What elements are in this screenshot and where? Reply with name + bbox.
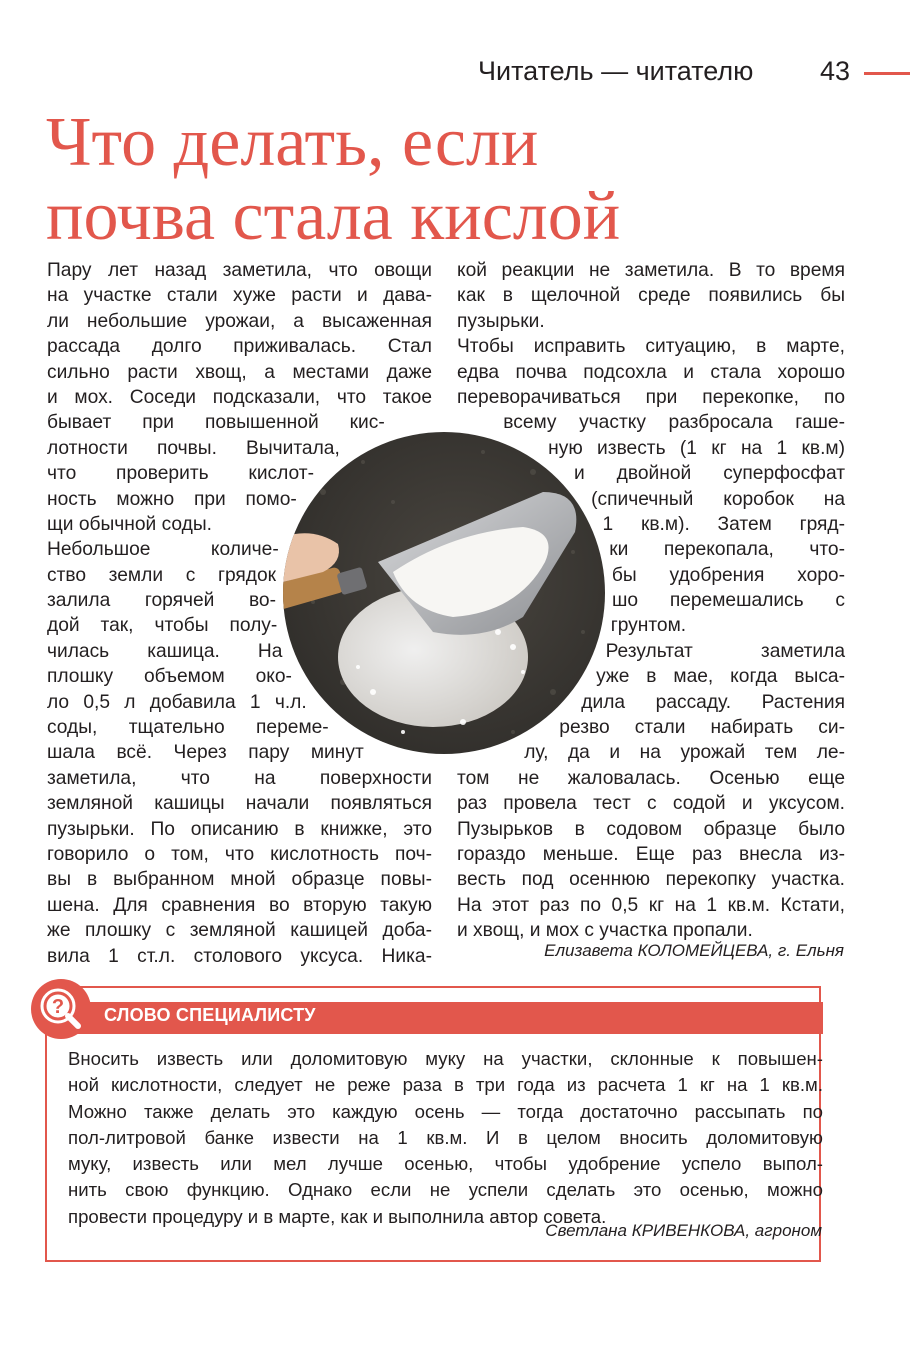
- text-line: шена. Для сравнения во вторую такую: [47, 894, 432, 916]
- text-line: ной кислотности, следует не реже раза в три года из расчета 1 кг на 1 кв.м.: [68, 1074, 823, 1096]
- text-line: раз провела тест с содой и уксусом.: [457, 793, 845, 815]
- text-line: едва почва подсохла и стала хорошо: [457, 361, 845, 383]
- text-line: Вносить известь или доломитовую муку на участки, склонные к повышен-: [68, 1048, 823, 1069]
- text-line: и хвощ, и мох с участка пропали.: [457, 920, 753, 942]
- text-line: гораздо меньше. Еще раз внесла из-: [457, 843, 845, 865]
- text-line: ность можно при помо-: [47, 488, 297, 510]
- text-line: весть под осеннюю перекопку участка.: [457, 869, 845, 891]
- text-line: земляной кашицы начали появляться: [47, 793, 432, 815]
- text-line: грунтом.: [610, 615, 687, 637]
- headline-line-1: Что делать, если: [46, 104, 539, 181]
- text-line: шала всё. Через пару минут: [47, 742, 364, 764]
- text-line: лотности почвы. Вычитала,: [47, 437, 340, 459]
- text-line: том не жаловалась. Осенью еще: [457, 767, 845, 789]
- svg-text:?: ?: [51, 996, 65, 1018]
- expert-text: [68, 1046, 823, 1230]
- text-line: как в щелочной среде появились бы: [457, 285, 845, 307]
- text-line: ную известь (1 кг на 1 кв.м): [548, 437, 845, 459]
- article-signature: Елизавета КОЛОМЕЙЦЕВА, г. Ельня: [544, 941, 844, 960]
- text-line: шо перемешались с: [612, 590, 845, 612]
- text-line: На этот раз по 0,5 кг на 1 кв.м. Кстати,: [457, 894, 845, 916]
- expert-heading: СЛОВО СПЕЦИАЛИСТУ: [104, 1005, 316, 1025]
- lime-photo: [283, 432, 605, 754]
- text-line: бывает при повышенной кис-: [47, 412, 385, 434]
- text-line: Результат заметила: [605, 640, 845, 662]
- text-line: муку, известь или мел лучше осенью, чтобы удобрение успело выпол-: [68, 1153, 823, 1175]
- text-line: Чтобы исправить ситуацию, в марте,: [457, 336, 845, 358]
- text-line: Можно также делать это каждую осень — тогда достаточно рассыпать по: [68, 1100, 823, 1122]
- page-number: 43: [820, 56, 851, 86]
- text-line: дила рассаду. Растения: [581, 691, 845, 713]
- text-line: сильно расти хвощ, а местами даже: [47, 361, 432, 383]
- header-accent-rule: [864, 72, 910, 75]
- text-line: ство земли с грядок: [47, 564, 277, 586]
- text-line: пол-литровой банке извести на 1 кв.м. И в целом вносить доломитовую: [68, 1126, 823, 1148]
- text-line: говорило о том, что кислотность поч-: [47, 843, 432, 865]
- text-line: же плошку с земляной кашицей доба-: [47, 920, 432, 942]
- text-line: ло 0,5 л добавила 1 ч.л.: [47, 691, 307, 713]
- text-line: ки перекопала, что-: [609, 539, 845, 561]
- text-line: соды, тщательно переме-: [47, 717, 329, 739]
- text-line: кой реакции не заметила. В то время: [457, 260, 845, 281]
- text-line: на участке стали хуже расти и дава-: [47, 285, 432, 307]
- text-line: плошку объемом око-: [47, 666, 292, 688]
- text-line: щи обычной соды.: [47, 513, 212, 535]
- text-line: что проверить кислот-: [47, 463, 314, 485]
- text-line: рассада долго приживалась. Стал: [47, 336, 432, 358]
- headline-line-2: почва стала кислой: [46, 178, 621, 255]
- text-line: нить свою функцию. Однако если не успели сделать это осенью, можно: [68, 1179, 823, 1201]
- question-magnifier-icon: [30, 978, 92, 1040]
- section-title: Читатель — читателю: [478, 56, 754, 86]
- expert-signature: Светлана КРИВЕНКОВА, агроном: [545, 1221, 822, 1240]
- text-line: (спичечный коробок на: [591, 488, 845, 510]
- text-line: вила 1 ст.л. столового уксуса. Ника-: [47, 945, 432, 967]
- text-line: пузырьки.: [457, 310, 545, 332]
- text-line: пузырьки. По описанию в книжке, это: [47, 818, 432, 840]
- text-line: провести процедуру и в марте, как и выполнила автор совета.: [68, 1205, 607, 1227]
- text-line: залила горячей во-: [47, 590, 276, 612]
- text-line: уже в мае, когда выса-: [596, 666, 845, 688]
- text-line: заметила, что на поверхности: [47, 767, 432, 789]
- text-line: лу, да и на урожай тем ле-: [524, 742, 845, 764]
- text-line: ли небольшие урожаи, а высаженная: [47, 310, 432, 332]
- text-line: Небольшое количе-: [47, 539, 279, 561]
- text-line: и двойной суперфосфат: [574, 463, 845, 485]
- article-headline: [46, 106, 620, 254]
- text-line: всему участку разбросала гаше-: [503, 412, 845, 434]
- text-line: бы удобрения хоро-: [611, 564, 845, 586]
- text-line: вы в выбранном мной образце повы-: [47, 869, 432, 891]
- text-line: чилась кашица. На: [47, 640, 283, 662]
- text-line: дой так, чтобы полу-: [47, 615, 278, 637]
- text-line: резво стали набирать си-: [559, 717, 845, 739]
- text-line: Пару лет назад заметила, что овощи: [47, 260, 432, 281]
- text-line: Пузырьков в содовом образце было: [457, 818, 845, 840]
- text-line: 1 кв.м). Затем гряд-: [602, 513, 845, 535]
- text-line: переворачиваться при перекопке, по: [457, 386, 845, 408]
- text-line: и мох. Соседи подсказали, что такое: [47, 386, 432, 408]
